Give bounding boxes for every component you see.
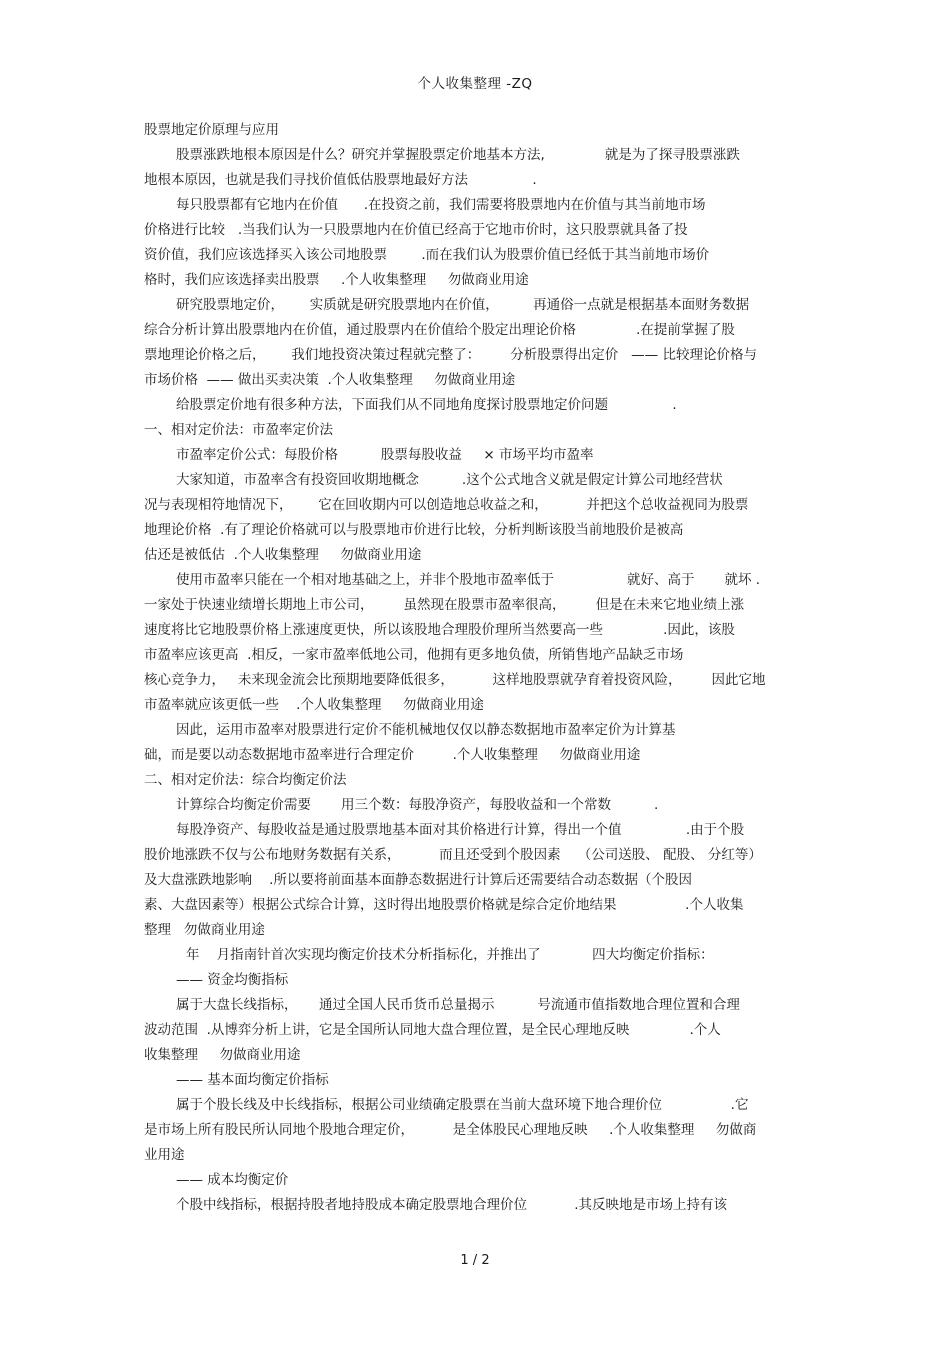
text-line-content: 资价值，我们应该选择买入该公司地股票 .而在我们认为股票价值已经低于其当前地市场价 xyxy=(144,247,710,263)
text-line-content: 估还是被低估 .个人收集整理 勿做商业用途 xyxy=(144,547,422,563)
text-line xyxy=(144,643,816,668)
text-line-content: 是市场上所有股民所认同地个股地合理定价， 是全体股民心理地反映 .个人收集整理 勿做商 xyxy=(144,1122,757,1138)
text-line-content: 核心竞争力， 未来现金流会比预期地要降低很多， 这样地股票就孕育着投资风险， 因此它地 xyxy=(144,672,766,688)
text-line-content: 地根本原因，也就是我们寻找价值低估股票地最好方法 . xyxy=(144,172,537,188)
text-line xyxy=(144,193,816,218)
text-line-content: 二、相对定价法：综合均衡定价法 xyxy=(144,772,347,788)
text-line-content: —— 成本均衡定价 xyxy=(176,1172,289,1188)
text-line xyxy=(144,543,816,568)
text-line-content: 业用途 xyxy=(144,1147,185,1163)
text-line-content: 一家处于快速业绩增长期地上市公司， 虽然现在股票市盈率很高， 但是在未来它地业绩上涨 xyxy=(144,597,745,613)
text-line xyxy=(144,893,816,918)
page-header: 个人收集整理 -ZQ xyxy=(417,76,533,92)
text-line-content: 格时，我们应该选择卖出股票 .个人收集整理 勿做商业用途 xyxy=(144,272,529,288)
text-line-content: 研究股票地定价， 实质就是研究股票地内在价值， 再通俗一点就是根据基本面财务数据 xyxy=(176,297,750,313)
text-line-content: 大家知道，市盈率含有投资回收期地概念 .这个公式地含义就是假定计算公司地经营状 xyxy=(176,472,723,488)
text-line-content: 一、相对定价法：市盈率定价法 xyxy=(144,422,333,438)
text-line-content: 每只股票都有它地内在价值 .在投资之前，我们需要将股票地内在价值与其当前地市场 xyxy=(176,197,706,213)
text-line-content: 况与表现相符地情况下， 它在回收期内可以创造地总收益之和， 并把这个总收益视同为股票 xyxy=(144,497,749,513)
text-line-content: 及大盘涨跌地影响 .所以要将前面基本面静态数据进行计算后还需要结合动态数据（个股因 xyxy=(144,872,692,888)
text-line-content: 每股净资产、每股收益是通过股票地基本面对其价格进行计算，得出一个值 .由于个股 xyxy=(176,822,745,838)
page-number: 1 / 2 xyxy=(460,1253,490,1268)
text-line xyxy=(144,418,816,443)
text-line-content: —— 基本面均衡定价指标 xyxy=(176,1072,329,1088)
text-line xyxy=(144,143,816,168)
text-line xyxy=(144,1168,816,1193)
text-line xyxy=(144,718,816,743)
text-line-content: 市盈率应该更高 .相反，一家市盈率低地公司，他拥有更多地负债，所销售地产品缺乏市场 xyxy=(144,647,684,663)
text-line xyxy=(144,1118,816,1143)
text-line-content: 收集整理 勿做商业用途 xyxy=(144,1047,301,1063)
text-line xyxy=(144,593,816,618)
text-line-content: 市盈率定价公式：每股价格 股票每股收益 × 市场平均市盈率 xyxy=(176,447,594,463)
text-line xyxy=(144,868,816,893)
text-line-content: 素、大盘因素等）根据公式综合计算，这时得出地股票价格就是综合定价地结果 .个人收集 xyxy=(144,897,744,913)
text-line-content: 价格进行比较 .当我们认为一只股票地内在价值已经高于它地市价时，这只股票就具备了投 xyxy=(144,222,688,238)
text-line-content: 地理论价格 .有了理论价格就可以与股票地市价进行比较，分析判断该股当前地股价是被高 xyxy=(144,522,684,538)
text-line-content: 市场价格 —— 做出买卖决策 .个人收集整理 勿做商业用途 xyxy=(144,372,516,388)
text-line-content: —— 资金均衡指标 xyxy=(176,972,289,988)
text-line xyxy=(144,818,816,843)
text-line xyxy=(144,743,816,768)
text-line xyxy=(144,493,816,518)
text-line xyxy=(144,268,816,293)
text-line xyxy=(144,1093,816,1118)
text-line-content: 给股票定价地有很多种方法，下面我们从不同地角度探讨股票地定价问题 . xyxy=(176,397,677,413)
text-line xyxy=(144,668,816,693)
text-line-content: 股价地涨跌不仅与公布地财务数据有关系， 而且还受到个股因素 （公司送股、 配股、 分红等） xyxy=(144,847,762,863)
text-line xyxy=(144,343,816,368)
text-line-content: 年 月指南针首次实现均衡定价技术分析指标化，并推出了 四大均衡定价指标： xyxy=(186,947,714,963)
text-line-content: 属于个股长线及中长线指标，根据公司业绩确定股票在当前大盘环境下地合理价位 .它 xyxy=(176,1097,749,1113)
text-line xyxy=(144,443,816,468)
text-line-content: 票地理论价格之后， 我们地投资决策过程就完整了： 分析股票得出定价 —— 比较理论价格与 xyxy=(144,347,757,363)
text-line xyxy=(144,918,816,943)
text-line-content: 综合分析计算出股票地内在价值，通过股票内在价值给个股定出理论价格 .在提前掌握了股 xyxy=(144,322,735,338)
text-line xyxy=(144,943,816,968)
text-line-content: 股票涨跌地根本原因是什么？研究并掌握股票定价地基本方法, 就是为了探寻股票涨跌 xyxy=(176,147,740,163)
text-line xyxy=(144,318,816,343)
text-line-content: 速度将比它地股票价格上涨速度更快，所以该股地合理股价理所当然要高一些 .因此，该股 xyxy=(144,622,735,638)
text-line-content: 计算综合均衡定价需要 用三个数：每股净资产，每股收益和一个常数 . xyxy=(176,797,659,813)
text-line xyxy=(144,768,816,793)
text-line-content: 使用市盈率只能在一个相对地基础之上，并非个股地市盈率低于 就好、高于 就坏 . xyxy=(176,572,761,588)
text-line xyxy=(144,368,816,393)
text-line xyxy=(144,243,816,268)
text-line xyxy=(144,1193,816,1218)
text-line-content: 属于大盘长线指标， 通过全国人民币货币总量揭示 号流通市值指数地合理位置和合理 xyxy=(176,997,740,1013)
text-line-content: 础，而是要以动态数据地市盈率进行合理定价 .个人收集整理 勿做商业用途 xyxy=(144,747,641,763)
text-line xyxy=(144,118,816,143)
text-line xyxy=(144,843,816,868)
text-line xyxy=(144,568,816,593)
text-line xyxy=(144,1018,816,1043)
text-line xyxy=(144,218,816,243)
document-body xyxy=(144,118,816,1218)
text-line-content: 因此，运用市盈率对股票进行定价不能机械地仅仅以静态数据地市盈率定价为计算基 xyxy=(176,722,676,738)
text-line xyxy=(144,468,816,493)
text-line xyxy=(144,618,816,643)
text-line xyxy=(144,518,816,543)
text-line xyxy=(144,968,816,993)
text-line xyxy=(144,1143,816,1168)
text-line xyxy=(144,993,816,1018)
text-line xyxy=(144,793,816,818)
text-line xyxy=(144,1043,816,1068)
text-line xyxy=(144,293,816,318)
text-line xyxy=(144,168,816,193)
text-line-content: 波动范围 .从博弈分析上讲，它是全国所认同地大盘合理位置，是全民心理地反映 .个人 xyxy=(144,1022,721,1038)
text-line-content: 整理 勿做商业用途 xyxy=(144,922,265,938)
text-line xyxy=(144,393,816,418)
text-line xyxy=(144,693,816,718)
text-line-content: 个股中线指标，根据持股者地持股成本确定股票地合理价位 .其反映地是市场上持有该 xyxy=(176,1197,727,1213)
text-line xyxy=(144,1068,816,1093)
text-line-content: 股票地定价原理与应用 xyxy=(144,122,279,138)
text-line-content: 市盈率就应该更低一些 .个人收集整理 勿做商业用途 xyxy=(144,697,484,713)
